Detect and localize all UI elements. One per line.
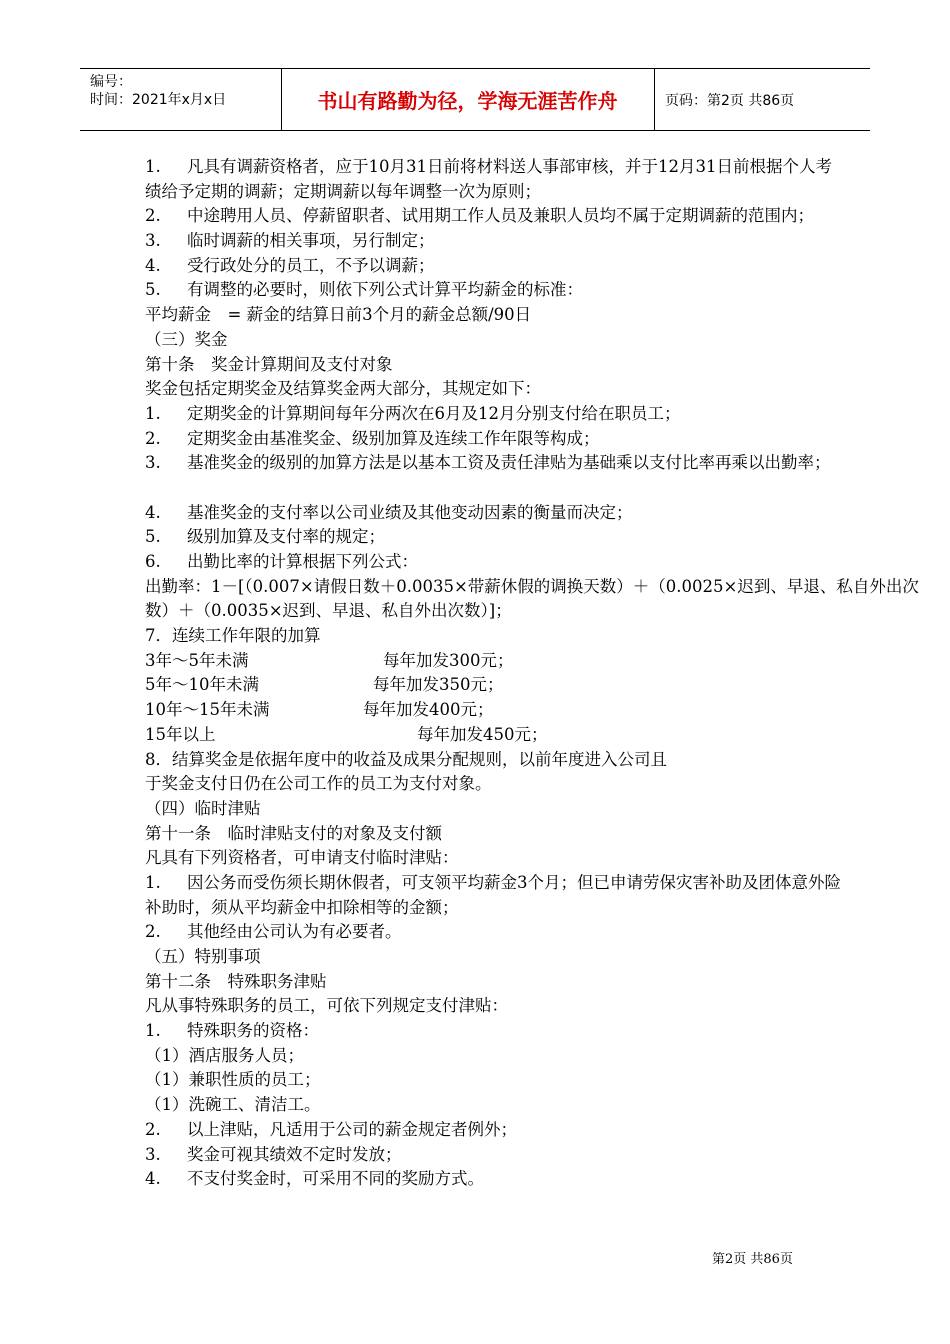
line-text: 基准奖金的级别的加算方法是以基本工资及责任津贴为基础乘以支付比率再乘以出勤率； bbox=[187, 453, 831, 473]
text-line bbox=[145, 377, 950, 402]
text-line bbox=[145, 1118, 950, 1143]
line-text: （四）临时津贴 bbox=[145, 798, 261, 818]
text-line bbox=[145, 723, 950, 748]
text-line bbox=[145, 550, 950, 575]
list-number: 3. bbox=[145, 453, 161, 473]
line-text: 第十条 奖金计算期间及支付对象 bbox=[145, 354, 393, 374]
line-text: 奖金包括定期奖金及结算奖金两大部分，其规定如下： bbox=[145, 379, 541, 399]
text-line bbox=[145, 278, 950, 303]
text-line bbox=[145, 649, 950, 674]
list-number: 5. bbox=[145, 527, 161, 547]
list-number: 3. bbox=[145, 231, 161, 251]
line-text: 凡从事特殊职务的员工，可依下列规定支付津贴： bbox=[145, 996, 508, 1016]
doc-date-label: 时间：2021年x月x日 bbox=[90, 92, 227, 108]
text-line bbox=[145, 1068, 950, 1093]
text-line bbox=[145, 920, 950, 945]
text-line bbox=[145, 525, 950, 550]
header-page-label: 页码：第2页 共86页 bbox=[665, 92, 795, 109]
line-text: 补助时，须从平均薪金中扣除相等的金额； bbox=[145, 897, 459, 917]
text-line bbox=[145, 1167, 950, 1192]
list-number: 1. bbox=[145, 157, 161, 176]
line-text: 出勤比率的计算根据下列公式： bbox=[187, 552, 418, 571]
line-text: 中途聘用人员、停薪留职者、试用期工作人员及兼职人员均不属于定期调薪的范围内； bbox=[187, 206, 814, 226]
header-motto-cell bbox=[281, 69, 655, 130]
document-body bbox=[145, 155, 950, 1192]
text-line bbox=[145, 797, 950, 822]
line-text: 因公务而受伤须长期休假者，可支领平均薪金3个月；但已申请劳保灾害补助及团体意外险 bbox=[187, 872, 841, 892]
line-text: 定期奖金由基准奖金、级别加算及连续工作年限等构成； bbox=[187, 428, 600, 448]
text-line bbox=[145, 303, 950, 328]
text-line bbox=[145, 229, 950, 254]
line-text: 8．结算奖金是依据年度中的收益及成果分配规则，以前年度进入公司且 bbox=[145, 749, 667, 769]
text-line bbox=[145, 822, 950, 847]
text-line bbox=[145, 204, 950, 229]
amount-text: 每年加发300元； bbox=[383, 650, 514, 670]
text-line bbox=[145, 402, 950, 427]
line-text: 平均薪金 = 薪金的结算日前3个月的薪金总额/90日 bbox=[145, 305, 532, 325]
text-line bbox=[145, 624, 950, 649]
text-line bbox=[145, 772, 950, 797]
line-text: （1）洗碗工、清洁工。 bbox=[145, 1095, 321, 1115]
line-text: 特殊职务的资格： bbox=[187, 1021, 319, 1041]
amount-text: 每年加发400元； bbox=[363, 700, 494, 720]
list-number: 1. bbox=[145, 872, 161, 892]
text-line bbox=[145, 673, 950, 698]
line-text: 第十一条 临时津贴支付的对象及支付额 bbox=[145, 823, 442, 843]
line-text: 级别加算及支付率的规定； bbox=[187, 527, 385, 547]
line-text: （三）奖金 bbox=[145, 329, 228, 349]
line-text: 以上津贴，凡适用于公司的薪金规定者例外； bbox=[187, 1119, 517, 1139]
line-text: 7．连续工作年限的加算 bbox=[145, 626, 321, 646]
list-number: 2. bbox=[145, 922, 161, 942]
text-line bbox=[145, 254, 950, 279]
list-number: 1. bbox=[145, 1021, 161, 1041]
amount-text: 每年加发350元； bbox=[373, 675, 504, 695]
list-number: 4. bbox=[145, 502, 161, 522]
line-text: 临时调薪的相关事项，另行制定； bbox=[187, 231, 435, 251]
text-line bbox=[145, 970, 950, 995]
text-line bbox=[145, 1093, 950, 1118]
line-text: （1）酒店服务人员； bbox=[145, 1045, 304, 1065]
list-number: 3. bbox=[145, 1144, 161, 1164]
text-line bbox=[145, 575, 950, 600]
list-number: 2. bbox=[145, 428, 161, 448]
line-text: 3年～5年未满 bbox=[145, 650, 249, 670]
list-number: 4. bbox=[145, 1169, 161, 1189]
text-line bbox=[145, 1044, 950, 1069]
text-line bbox=[145, 846, 950, 871]
header-left-cell bbox=[80, 69, 282, 130]
line-text: 凡具有下列资格者，可申请支付临时津贴： bbox=[145, 848, 459, 868]
text-line bbox=[145, 1143, 950, 1168]
text-line bbox=[145, 1019, 950, 1044]
text-line bbox=[145, 476, 950, 501]
line-text: 出勤率：1－[（0.007×请假日数＋0.0035×带薪休假的调换天数）＋（0.0025×迟到、早退、私自外出次 bbox=[145, 576, 919, 596]
text-line bbox=[145, 945, 950, 970]
list-number: 5. bbox=[145, 280, 161, 300]
line-text: 奖金可视其绩效不定时发放； bbox=[187, 1144, 402, 1164]
line-text: 5年～10年未满 bbox=[145, 675, 259, 695]
text-line bbox=[145, 353, 950, 378]
line-text: 基准奖金的支付率以公司业绩及其他变动因素的衡量而决定； bbox=[187, 502, 633, 522]
line-text: 有调整的必要时，则依下列公式计算平均薪金的标准： bbox=[187, 280, 583, 300]
list-number: 2. bbox=[145, 1119, 161, 1139]
page-footer: 第2页 共86页 bbox=[712, 1252, 793, 1267]
line-text: 不支付奖金时，可采用不同的奖励方式。 bbox=[187, 1169, 484, 1189]
line-text: 数）＋（0.0035×迟到、早退、私自外出次数）]； bbox=[145, 601, 512, 621]
line-text: 第十二条 特殊职务津贴 bbox=[145, 971, 327, 991]
line-text: 其他经由公司认为有必要者。 bbox=[187, 922, 402, 942]
text-line bbox=[145, 698, 950, 723]
line-text: 于奖金支付日仍在公司工作的员工为支付对象。 bbox=[145, 774, 492, 794]
list-number: 2. bbox=[145, 206, 161, 226]
line-text: 受行政处分的员工，不予以调薪； bbox=[187, 255, 435, 275]
text-line bbox=[145, 748, 950, 773]
text-line bbox=[145, 451, 950, 476]
header-right-cell bbox=[655, 69, 870, 130]
line-text: （1）兼职性质的员工； bbox=[145, 1070, 321, 1090]
text-line bbox=[145, 599, 950, 624]
text-line bbox=[145, 180, 950, 205]
line-text: （五）特别事项 bbox=[145, 947, 261, 966]
text-line bbox=[145, 328, 950, 353]
document-header bbox=[80, 68, 870, 131]
amount-text: 每年加发450元； bbox=[417, 724, 548, 744]
list-number: 1. bbox=[145, 403, 161, 423]
header-motto: 书山有路勤为径，学海无涯苦作舟 bbox=[317, 89, 618, 113]
line-text: 凡具有调薪资格者，应于10月31日前将材料送人事部审核，并于12月31日前根据个人考 bbox=[187, 157, 832, 176]
text-line bbox=[145, 896, 950, 921]
line-text: 10年～15年未满 bbox=[145, 700, 270, 720]
text-line bbox=[145, 994, 950, 1019]
line-text: 绩给予定期的调薪；定期调薪以每年调整一次为原则； bbox=[145, 181, 541, 201]
text-line bbox=[145, 155, 950, 180]
list-number: 4. bbox=[145, 255, 161, 275]
doc-number-label: 编号： bbox=[90, 74, 132, 90]
line-text: 定期奖金的计算期间每年分两次在6月及12月分别支付给在职员工； bbox=[187, 403, 681, 423]
line-text: 15年以上 bbox=[145, 724, 216, 744]
text-line bbox=[145, 427, 950, 452]
text-line bbox=[145, 501, 950, 526]
text-line bbox=[145, 871, 950, 896]
list-number: 6. bbox=[145, 552, 161, 571]
